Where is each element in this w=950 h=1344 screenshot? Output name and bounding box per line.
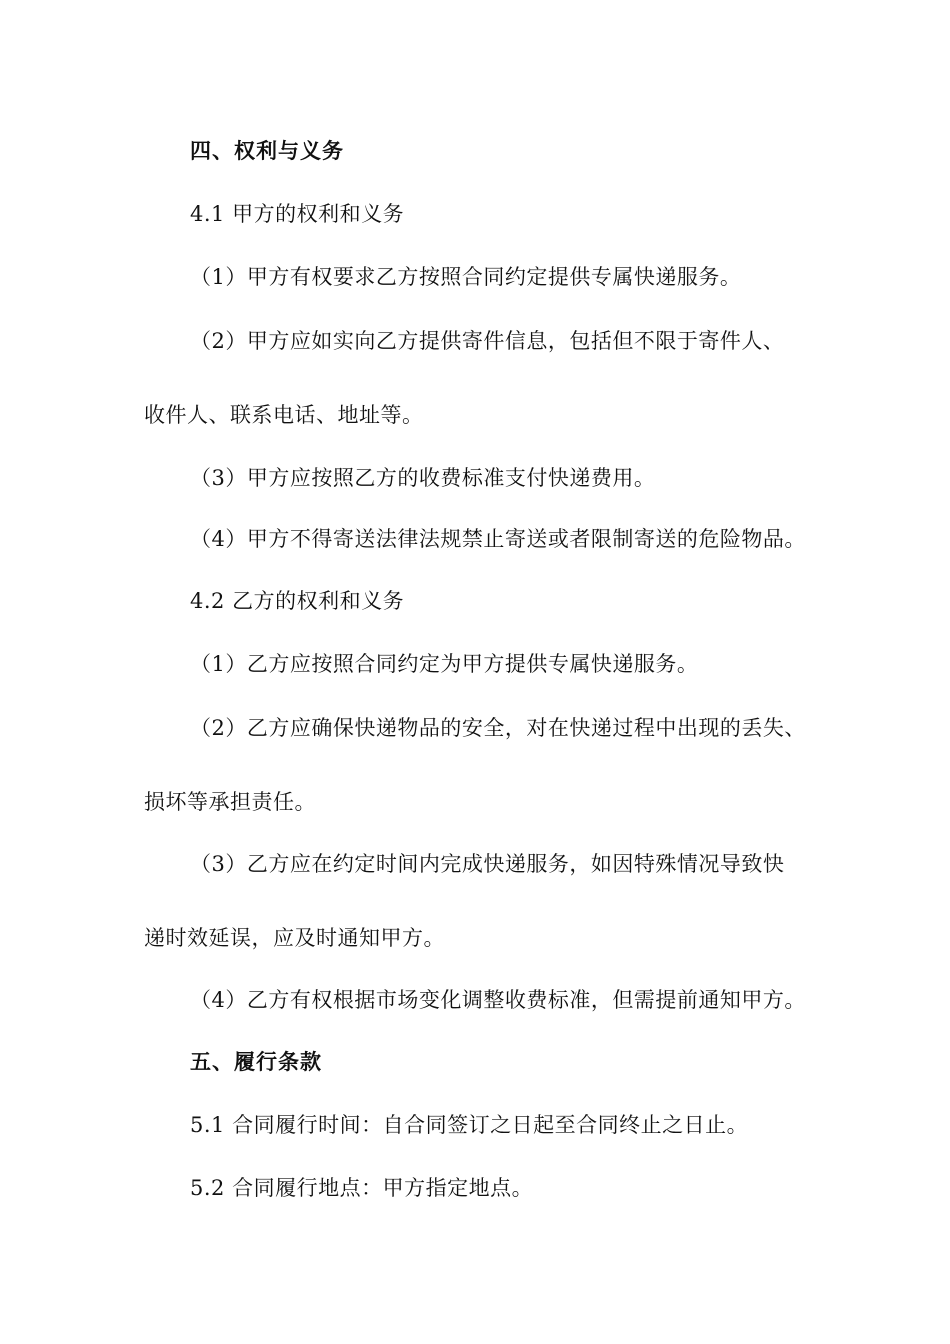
subsection-title-4-2: 4.2 乙方的权利和义务 xyxy=(190,589,405,613)
clause-4-2-1: （1）乙方应按照合同约定为甲方提供专属快递服务。 xyxy=(190,652,699,676)
clause-5-2: 5.2 合同履行地点：甲方指定地点。 xyxy=(190,1176,534,1200)
clause-4-2-2-line-1: （2）乙方应确保快递物品的安全，对在快递过程中出现的丢失、 xyxy=(190,716,806,740)
clause-4-1-2-line-1: （2）甲方应如实向乙方提供寄件信息，包括但不限于寄件人、 xyxy=(190,329,785,353)
clause-4-1-2-line-2: 收件人、联系电话、地址等。 xyxy=(144,403,424,427)
clause-4-2-4: （4）乙方有权根据市场变化调整收费标准，但需提前通知甲方。 xyxy=(190,988,806,1012)
clause-4-2-3-line-2: 递时效延误，应及时通知甲方。 xyxy=(144,926,445,950)
section-heading-rights-obligations: 四、权利与义务 xyxy=(190,139,344,163)
clause-4-2-3-line-1: （3）乙方应在约定时间内完成快递服务，如因特殊情况导致快 xyxy=(190,852,785,876)
clause-4-1-1: （1）甲方有权要求乙方按照合同约定提供专属快递服务。 xyxy=(190,265,742,289)
clause-4-2-2-line-2: 损坏等承担责任。 xyxy=(144,790,316,814)
subsection-title-4-1: 4.1 甲方的权利和义务 xyxy=(190,202,405,226)
clause-5-1: 5.1 合同履行时间：自合同签订之日起至合同终止之日止。 xyxy=(190,1113,749,1137)
clause-4-1-3: （3）甲方应按照乙方的收费标准支付快递费用。 xyxy=(190,466,656,490)
clause-4-1-4: （4）甲方不得寄送法律法规禁止寄送或者限制寄送的危险物品。 xyxy=(190,527,806,551)
section-heading-performance: 五、履行条款 xyxy=(190,1050,322,1074)
